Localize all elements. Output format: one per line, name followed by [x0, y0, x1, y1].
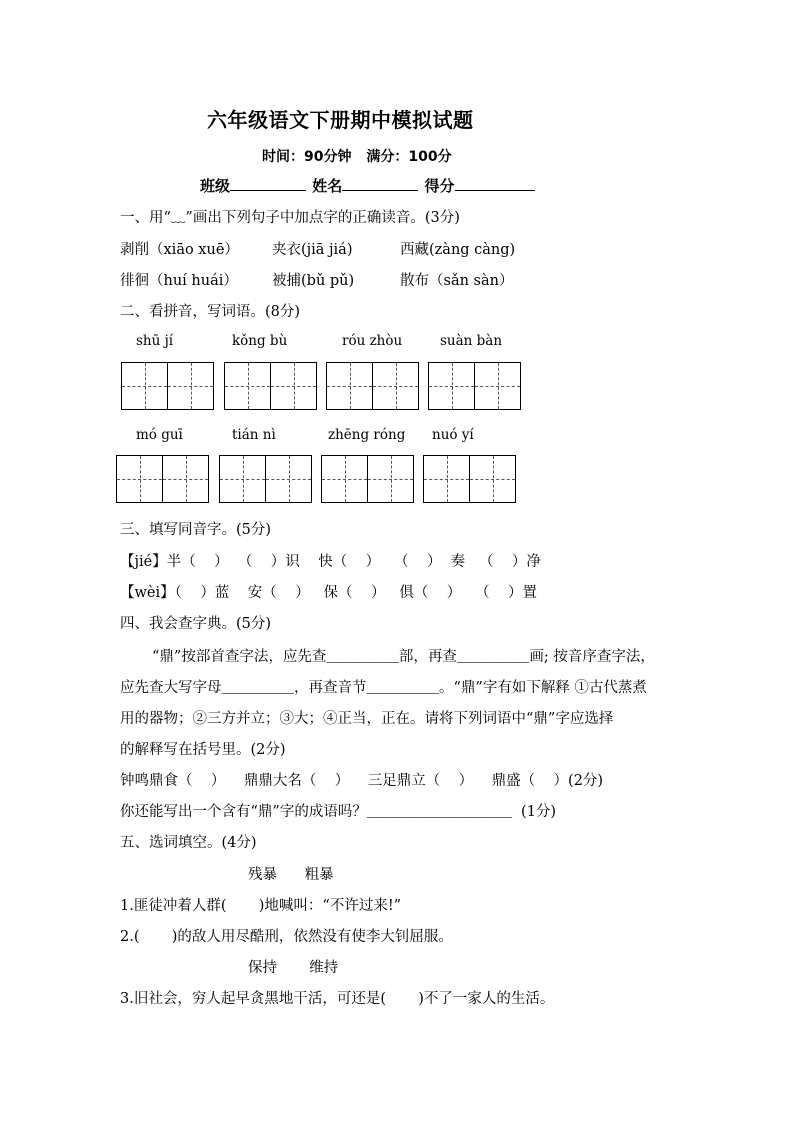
q1-item[interactable]: 被捕(bǔ pǔ) [272, 273, 355, 289]
q1-item[interactable]: 剥削（xiāo xuē） [120, 242, 239, 258]
q4-paragraph-line: “鼎”按部首查字法，应先查＿＿＿＿＿部，再查＿＿＿＿＿画; 按音序查字法， [152, 649, 655, 665]
q5-sentence[interactable]: 3.旧社会，穷人起早贪黑地干活，可还是( )不了一家人的生活。 [120, 991, 555, 1007]
student-info-line [200, 175, 536, 196]
q5-word-choices: 残暴 粗暴 [248, 867, 334, 883]
q3-heading: 三、填写同音字。(5分) [120, 522, 272, 538]
q4-fill-line[interactable]: 钟鸣鼎食（ ） 鼎鼎大名（ ） 三足鼎立（ ） 鼎盛（ ）(2分) [120, 773, 604, 789]
exam-time: 时间：90分钟 [262, 149, 352, 165]
q1-heading-post: ”画出下列句子中加点字的正确读音。(3分) [185, 210, 460, 226]
writing-grid[interactable] [326, 362, 419, 410]
q5-heading: 五、选词填空。(4分) [120, 835, 257, 851]
q4-idiom-line[interactable]: 你还能写出一个含有“鼎”字的成语吗？＿＿＿＿＿＿＿＿＿＿ (1分) [120, 804, 557, 820]
wave-underline-mark: ﹏ [170, 210, 186, 226]
class-label: 班级 [200, 177, 231, 195]
pinyin-label: shū jí [136, 333, 174, 349]
q1-item[interactable]: 散布（sǎn sàn） [400, 273, 514, 289]
q1-row-2 [120, 269, 513, 290]
grade-label: 得分 [424, 177, 455, 195]
writing-grid[interactable] [224, 362, 317, 410]
writing-grid[interactable] [219, 455, 312, 503]
q1-item[interactable]: 徘徊（huí huái） [120, 273, 238, 289]
exam-meta [262, 146, 462, 166]
q5-word-choices: 保持 维持 [248, 960, 339, 976]
q4-paragraph-line: 用的器物；②三方并立；③大；④正当，正在。请将下列词语中“鼎”字应选择 [120, 711, 614, 727]
q3-row-2[interactable]: 【wèi】（ ）蓝 安（ ） 保（ ） 俱（ ） （ ）置 [120, 585, 537, 601]
writing-grid[interactable] [116, 455, 209, 503]
pinyin-label: kǒng bù [232, 333, 288, 349]
q3-row-1[interactable]: 【jié】半（ ） （ ）识 快（ ） （ ） 奏 （ ）净 [120, 554, 541, 570]
writing-grid[interactable] [121, 362, 214, 410]
writing-grid[interactable] [423, 455, 516, 503]
writing-grid[interactable] [428, 362, 521, 410]
pinyin-label: zhēng róng [328, 427, 406, 443]
q5-sentence[interactable]: 1.匪徒冲着人群( )地喊叫：“不许过来!” [120, 898, 402, 914]
name-blank[interactable] [342, 176, 418, 191]
q4-paragraph-line: 应先查大写字母＿＿＿＿＿，再查音节＿＿＿＿＿。“鼎”字有如下解释 ①古代蒸煮 [120, 680, 647, 696]
page-title: 六年级语文下册期中模拟试题 [207, 108, 474, 132]
pinyin-label: suàn bàn [440, 333, 503, 349]
name-label: 姓名 [312, 177, 343, 195]
q2-heading: 二、看拼音，写词语。(8分) [120, 304, 301, 320]
q1-heading-pre: 一、用“ [120, 210, 171, 226]
q1-item[interactable]: 西藏(zàng càng) [400, 242, 516, 258]
grade-blank[interactable] [455, 176, 535, 191]
writing-grid[interactable] [321, 455, 414, 503]
exam-full-score: 满分：100分 [366, 149, 452, 165]
q4-paragraph-line: 的解释写在括号里。(2分) [120, 742, 286, 758]
pinyin-label: róu zhòu [342, 333, 403, 349]
q1-row-1 [120, 238, 515, 259]
pinyin-label: tián nì [232, 427, 276, 443]
class-blank[interactable] [230, 176, 306, 191]
pinyin-label: nuó yí [432, 427, 474, 443]
q5-sentence[interactable]: 2.( )的敌人用尽酷刑，依然没有使李大钊屈服。 [120, 929, 453, 945]
q1-heading [120, 206, 460, 227]
pinyin-label: mó guī [136, 427, 183, 443]
q1-item[interactable]: 夹衣(jiā jiá) [272, 242, 353, 258]
q4-heading: 四、我会查字典。(5分) [120, 616, 272, 632]
